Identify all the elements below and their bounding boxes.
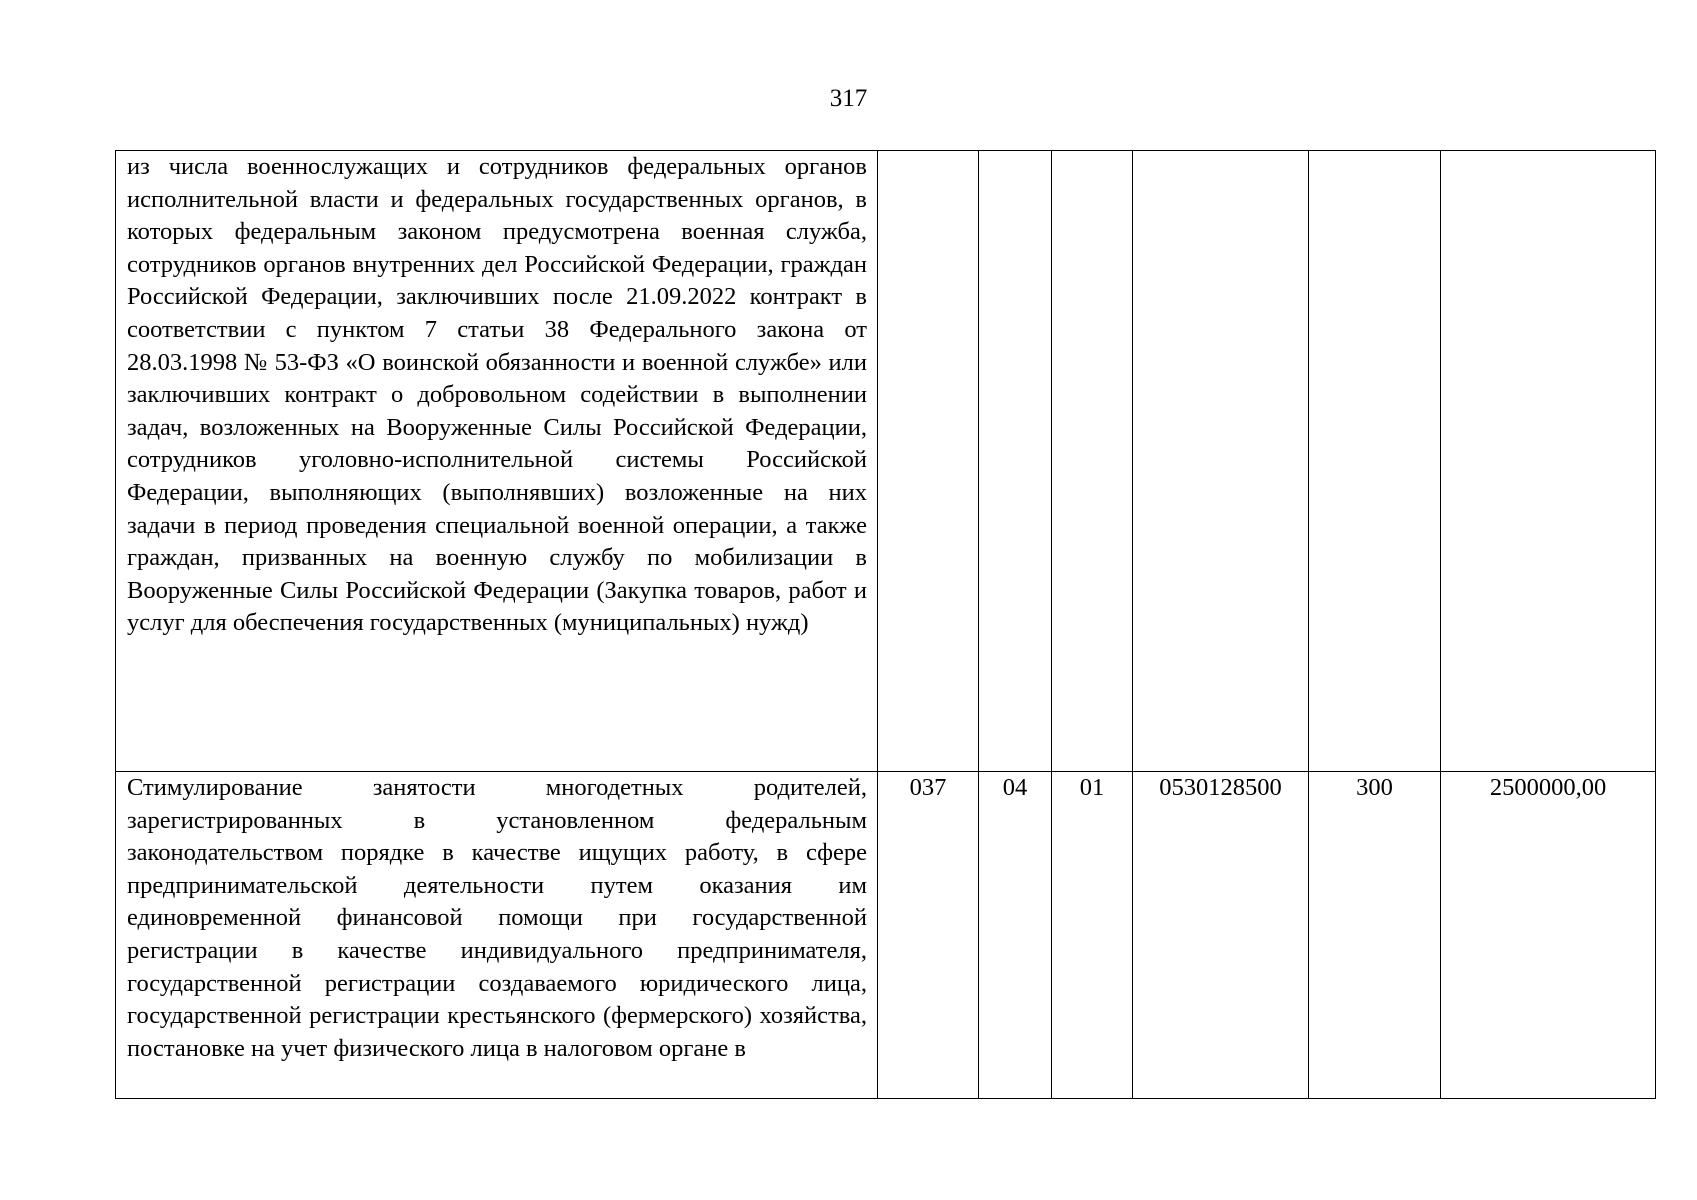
ministry-code-cell <box>878 151 979 772</box>
section-code-cell <box>979 151 1052 772</box>
table-row <box>116 151 1656 772</box>
expense-type-cell: 300 <box>1309 772 1441 1099</box>
target-article-cell: 0530128500 <box>1133 772 1309 1099</box>
description-text: Стимулирование занятости многодетных родителей, зарегистрированных в установленном федеральным законодательством порядке в качестве ищущих работу, в сфере предпринимательской деятельности путем оказания им единовременной финансовой помощи при государственной регистрации в качестве индивидуального предпринимателя, государственной регистрации создаваемого юридического лица, государственной регистрации крестьянского (фермерского) хозяйства, постановке на учет физического лица в налоговом органе в <box>127 774 867 1062</box>
page-number: 317 <box>829 85 868 112</box>
section-code-cell: 04 <box>979 772 1052 1099</box>
description-text: из числа военнослужащих и сотрудников федеральных органов исполнительной власти и федеральных государственных органов, в которых федеральным законом предусмотрена военная служба, сотрудников органов внутренних дел Российской Федерации, граждан Российской Федерации, заключивших после 21.09.2022 контракт в соответствии с пунктом 7 статьи 38 Федерального закона от 28.03.1998 № 53-ФЗ «О воинской обязанности и военной службе» или заключивших контракт о добровольном содействии в выполнении задач, возложенных на Вооруженные Силы Российской Федерации, сотрудников уголовно-исполнительной системы Российской Федерации, выполняющих (выполнявших) возложенные на них задачи в период проведения специальной военной операции, а также граждан, призванных на военную службу по мобилизации в Вооруженные Силы Российской Федерации (Закупка товаров, работ и услуг для обеспечения государственных (муниципальных) нужд) <box>127 153 867 637</box>
description-cell <box>116 772 878 1099</box>
subsection-code-cell: 01 <box>1052 772 1133 1099</box>
amount-cell <box>1441 151 1656 772</box>
expense-type-cell <box>1309 151 1441 772</box>
table-row <box>116 772 1656 1099</box>
ministry-code-cell: 037 <box>878 772 979 1099</box>
target-article-cell <box>1133 151 1309 772</box>
budget-table <box>115 150 1656 1099</box>
subsection-code-cell <box>1052 151 1133 772</box>
description-cell <box>116 151 878 772</box>
amount-cell: 2500000,00 <box>1441 772 1656 1099</box>
